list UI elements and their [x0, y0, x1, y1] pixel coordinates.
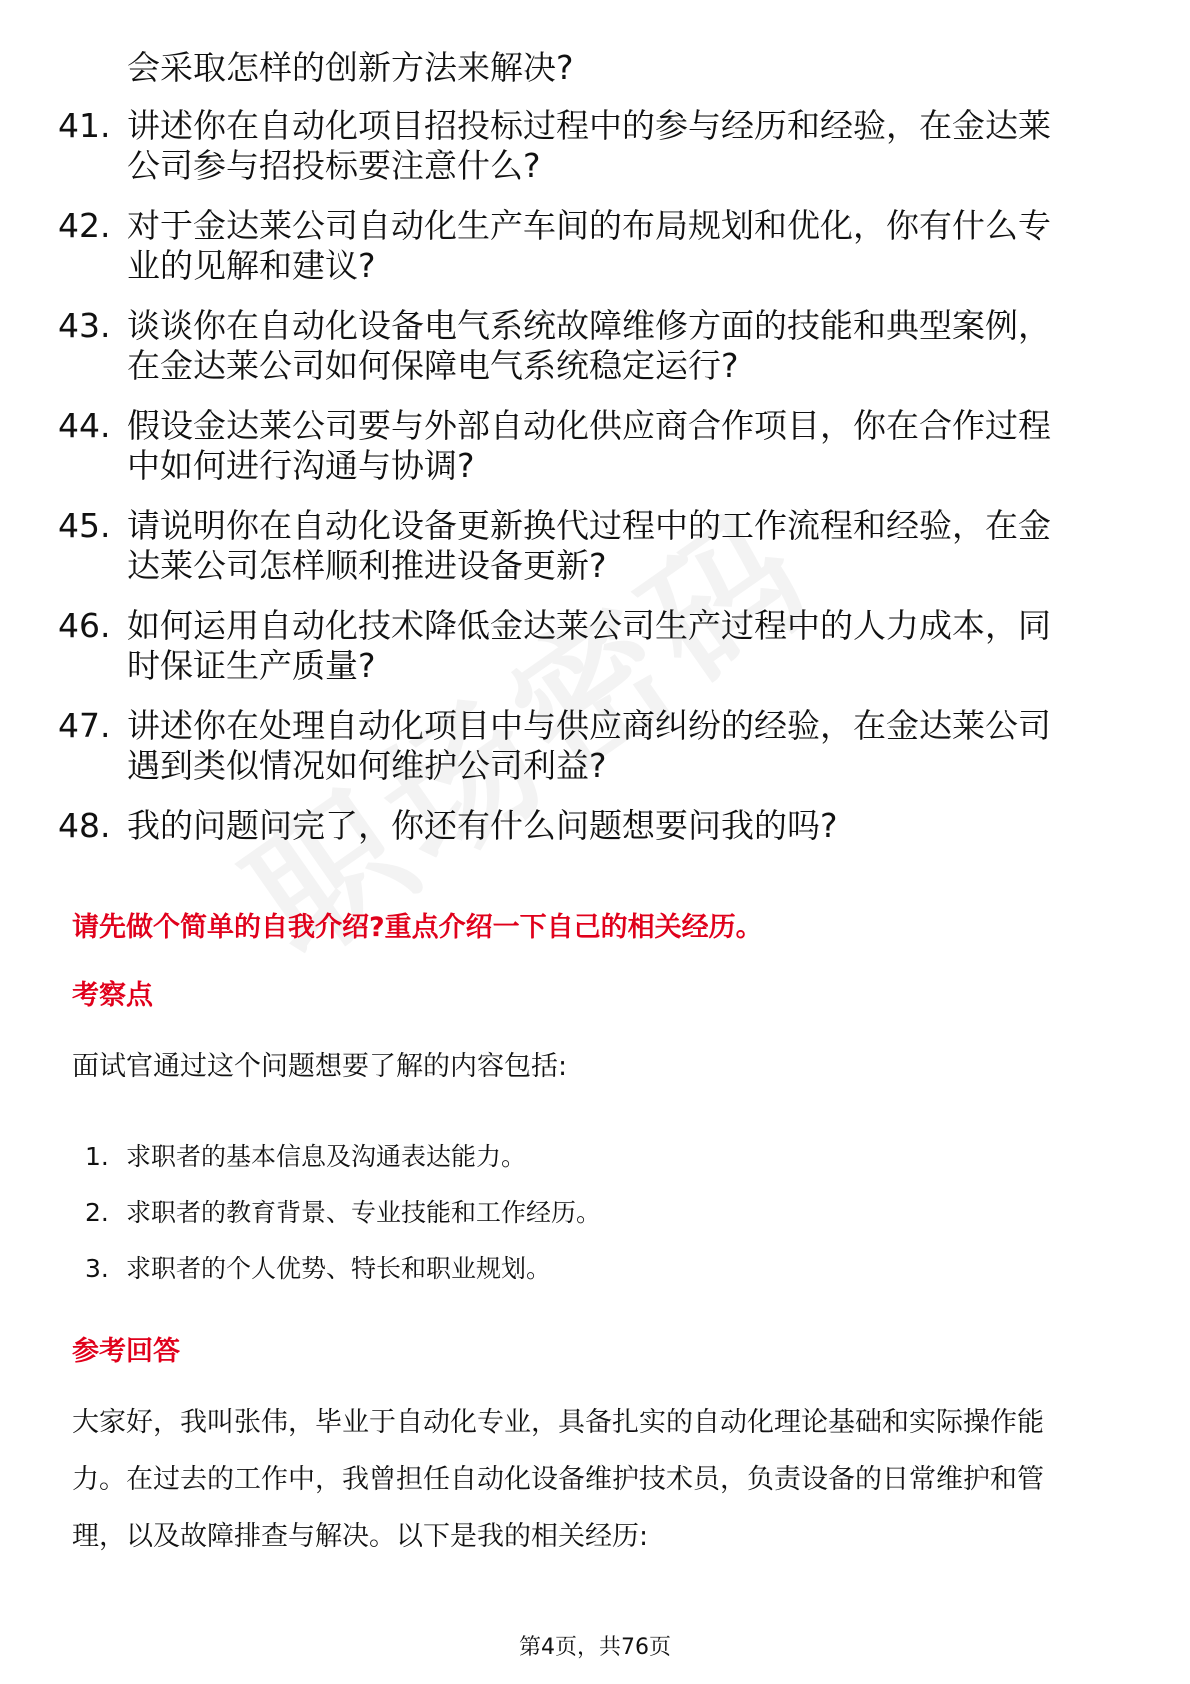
question-48-line1: 我的问题问完了，你还有什么问题想要问我的吗? — [127, 806, 838, 845]
focus-item-3-number: 3. — [85, 1254, 109, 1283]
focus-item-2-text: 求职者的教育背景、专业技能和工作经历。 — [126, 1198, 602, 1227]
question-42-number: 42. — [58, 206, 111, 245]
question-46-line1: 如何运用自动化技术降低金达莱公司生产过程中的人力成本，同 — [127, 606, 1051, 645]
question-46-line2: 时保证生产质量? — [127, 646, 376, 685]
answer-line-3: 理，以及故障排查与解决。以下是我的相关经历: — [72, 1521, 649, 1552]
question-41-line1: 讲述你在自动化项目招投标过程中的参与经历和经验，在金达莱 — [127, 106, 1051, 145]
focus-item-3-text: 求职者的个人优势、特长和职业规划。 — [126, 1254, 552, 1283]
question-42-line1: 对于金达莱公司自动化生产车间的布局规划和优化，你有什么专 — [127, 206, 1051, 245]
question-45-line1: 请说明你在自动化设备更新换代过程中的工作流程和经验，在金 — [127, 506, 1051, 545]
question-43-line1: 谈谈你在自动化设备电气系统故障维修方面的技能和典型案例， — [127, 306, 1051, 345]
question-48-number: 48. — [58, 806, 111, 845]
question-47-line1: 讲述你在处理自动化项目中与供应商纠纷的经验，在金达莱公司 — [127, 706, 1051, 745]
focus-item-1-text: 求职者的基本信息及沟通表达能力。 — [126, 1142, 527, 1171]
question-43-line2: 在金达莱公司如何保障电气系统稳定运行? — [127, 346, 739, 385]
question-45-number: 45. — [58, 506, 111, 545]
question-43-number: 43. — [58, 306, 111, 345]
answer-line-2: 力。在过去的工作中，我曾担任自动化设备维护技术员，负责设备的日常维护和管 — [72, 1464, 1044, 1495]
question-42-line2: 业的见解和建议? — [127, 246, 376, 285]
question-45-line2: 达莱公司怎样顺利推进设备更新? — [127, 546, 607, 585]
question-47-number: 47. — [58, 706, 111, 745]
focus-heading: 考察点 — [72, 980, 153, 1011]
focus-item-2-number: 2. — [85, 1198, 109, 1227]
question-47-line2: 遇到类似情况如何维护公司利益? — [127, 746, 607, 785]
focus-item-1-number: 1. — [85, 1142, 109, 1171]
answer-line-1: 大家好，我叫张伟，毕业于自动化专业，具备扎实的自动化理论基础和实际操作能 — [72, 1407, 1044, 1438]
answer-heading: 参考回答 — [72, 1336, 180, 1367]
question-40-continuation: 会采取怎样的创新方法来解决? — [127, 48, 574, 87]
page-footer: 第4页，共76页 — [519, 1635, 671, 1660]
question-44-line1: 假设金达莱公司要与外部自动化供应商合作项目，你在合作过程 — [127, 406, 1051, 445]
question-41-line2: 公司参与招投标要注意什么? — [127, 146, 541, 185]
question-46-number: 46. — [58, 606, 111, 645]
focus-intro: 面试官通过这个问题想要了解的内容包括: — [72, 1051, 568, 1082]
question-44-number: 44. — [58, 406, 111, 445]
section-title: 请先做个简单的自我介绍?重点介绍一下自己的相关经历。 — [72, 912, 763, 943]
question-44-line2: 中如何进行沟通与协调? — [127, 446, 475, 485]
question-41-number: 41. — [58, 106, 111, 145]
